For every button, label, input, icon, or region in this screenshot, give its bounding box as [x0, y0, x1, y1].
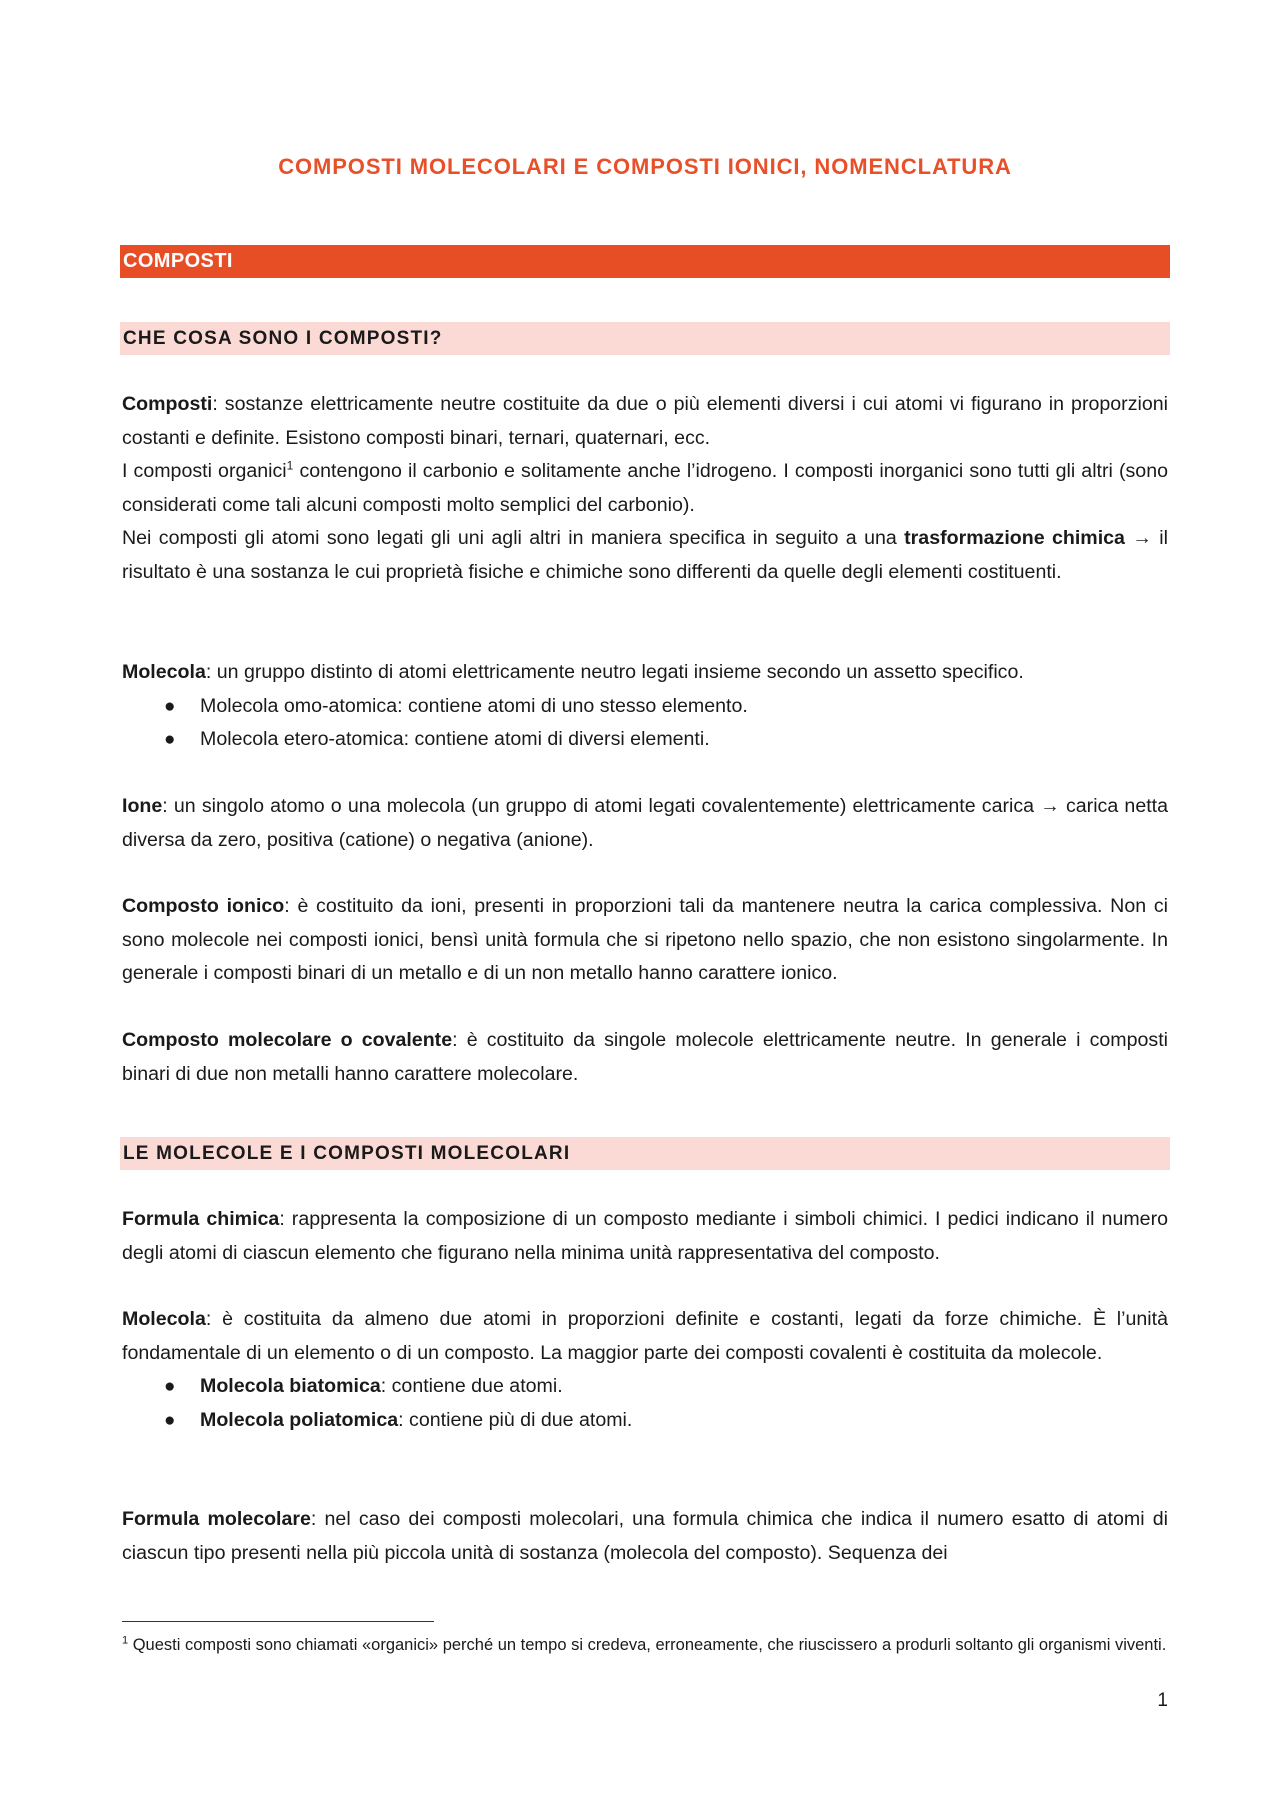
list-item	[122, 1404, 1168, 1438]
term-ione: Ione	[122, 795, 163, 817]
definition-text: : un gruppo distinto di atomi elettricamente neutro legati insieme secondo un assetto specifico.	[205, 661, 1024, 683]
term-trasformazione-chimica: trasformazione chimica	[904, 527, 1125, 549]
footnote-separator	[122, 1621, 434, 1622]
paragraph-formula-chimica	[122, 1203, 1168, 1270]
bullet-icon: ●	[164, 1376, 176, 1397]
legami-text-b: → il risultato è una sostanza le cui proprietà fisiche e chimiche sono differenti da quelle degli elementi costituenti.	[122, 527, 1169, 583]
paragraph-molecola-2	[122, 1303, 1168, 1437]
document-title: COMPOSTI MOLECOLARI E COMPOSTI IONICI, NOMENCLATURA	[278, 154, 1012, 179]
definition-text: : è costituito da ioni, presenti in proporzioni tali da mantenere neutra la carica complessiva. Non ci sono molecole nei composti ionici, bensì unità formula che si ripetono nello spazio, che non esistono singolarmente. In generale i composti binari di un metallo e di un non metallo hanno carattere ionico.	[122, 895, 1168, 984]
definition-text: : nel caso dei composti molecolari, una formula chimica che indica il numero esatto di atomi di ciascun tipo presenti nella più piccola unità di sostanza (molecola del composto). Sequenza dei	[122, 1508, 1168, 1564]
footnote-reference[interactable]: 1	[286, 458, 294, 473]
list-item	[122, 690, 1168, 724]
term-composto-molecolare: Composto molecolare o covalente	[122, 1029, 453, 1051]
paragraph-composti	[122, 388, 1168, 589]
legami-text-a: Nei composti gli atomi sono legati gli uni agli altri in maniera specifica in seguito a una	[122, 527, 905, 549]
paragraph-ione	[122, 790, 1168, 857]
definition-composto-molecolare	[122, 1024, 1168, 1091]
list-item	[122, 723, 1168, 757]
definition-text: : è costituita da almeno due atomi in proporzioni definite e costanti, legati da forze chimiche. È l’unità fondamentale di un elemento o di un composto. La maggior parte dei composti covalenti è costituita da molecole.	[122, 1308, 1168, 1364]
definition-text: : sostanze elettricamente neutre costituite da due o più elementi diversi i cui atomi vi figurano in proporzioni costanti e definite. Esistono composti binari, ternari, quaternari, ecc.	[122, 393, 1168, 449]
subheading-molecole: LE MOLECOLE E I COMPOSTI MOLECOLARI	[120, 1137, 1170, 1170]
term-formula-molecolare: Formula molecolare	[122, 1508, 311, 1530]
definition-molecola	[122, 656, 1168, 690]
molecola-types-list	[122, 690, 1168, 757]
definition-text: : rappresenta la composizione di un composto mediante i simboli chimici. I pedici indicano il numero degli atomi di ciascun elemento che figurano nella minima unità rappresentativa del composto.	[122, 1208, 1168, 1264]
term-composto-ionico: Composto ionico	[122, 895, 285, 917]
term-molecola-poliatomica: Molecola poliatomica	[200, 1408, 399, 1431]
definition-formula-molecolare	[122, 1503, 1168, 1570]
definition-composti	[122, 388, 1168, 455]
list-item-text: Molecola etero-atomica: contiene atomi di diversi elementi.	[200, 728, 710, 750]
definition-text: : è costituito da singole molecole elettricamente neutre. In generale i composti binari di due non metalli hanno carattere molecolare.	[122, 1029, 1168, 1085]
term-formula-chimica: Formula chimica	[122, 1208, 280, 1230]
organici-text-b: contengono il carbonio e solitamente anche l’idrogeno. I composti inorganici sono tutti gli altri (sono considerati come tali alcuni composti molto semplici del carbonio).	[122, 460, 1168, 516]
bullet-icon: ●	[164, 729, 176, 750]
footnote	[122, 1632, 1168, 1658]
definition-molecola-2	[122, 1303, 1168, 1370]
page-number: 1	[1157, 1690, 1168, 1711]
paragraph-composto-molecolare	[122, 1024, 1168, 1091]
paragraph-molecola	[122, 656, 1168, 757]
footnote-text: Questi composti sono chiamati «organici» perché un tempo si credeva, erroneamente, che riuscissero a produrli soltanto gli organismi viventi.	[128, 1636, 1167, 1654]
list-item-text: : contiene due atomi.	[380, 1375, 563, 1397]
subheading-che-cosa-sono: CHE COSA SONO I COMPOSTI?	[120, 322, 1170, 355]
footnote-mark: 1	[122, 1634, 129, 1647]
paragraph-organici	[122, 455, 1168, 522]
bullet-icon: ●	[164, 695, 176, 717]
term-molecola: Molecola	[122, 661, 206, 683]
paragraph-formula-molecolare	[122, 1503, 1168, 1570]
definition-composto-ionico	[122, 890, 1168, 991]
term-molecola: Molecola	[122, 1308, 206, 1330]
molecola-size-list	[122, 1370, 1168, 1437]
list-item	[122, 1370, 1168, 1404]
paragraph-composto-ionico	[122, 890, 1168, 991]
organici-text-a: I composti organici	[122, 460, 287, 482]
definition-formula-chimica	[122, 1203, 1168, 1270]
section-heading-composti: COMPOSTI	[120, 245, 1170, 278]
definition-ione	[122, 790, 1168, 857]
paragraph-legami	[122, 522, 1168, 589]
term-composti: Composti	[122, 393, 213, 415]
term-molecola-biatomica: Molecola biatomica	[200, 1375, 381, 1397]
definition-text: : un singolo atomo o una molecola (un gruppo di atomi legati covalentemente) elettricamente carica → carica netta diversa da zero, positiva (catione) o negativa (anione).	[122, 795, 1168, 851]
list-item-text: : contiene più di due atomi.	[398, 1408, 633, 1431]
bullet-icon: ●	[164, 1409, 176, 1431]
list-item-text: Molecola omo-atomica: contiene atomi di uno stesso elemento.	[200, 694, 748, 717]
